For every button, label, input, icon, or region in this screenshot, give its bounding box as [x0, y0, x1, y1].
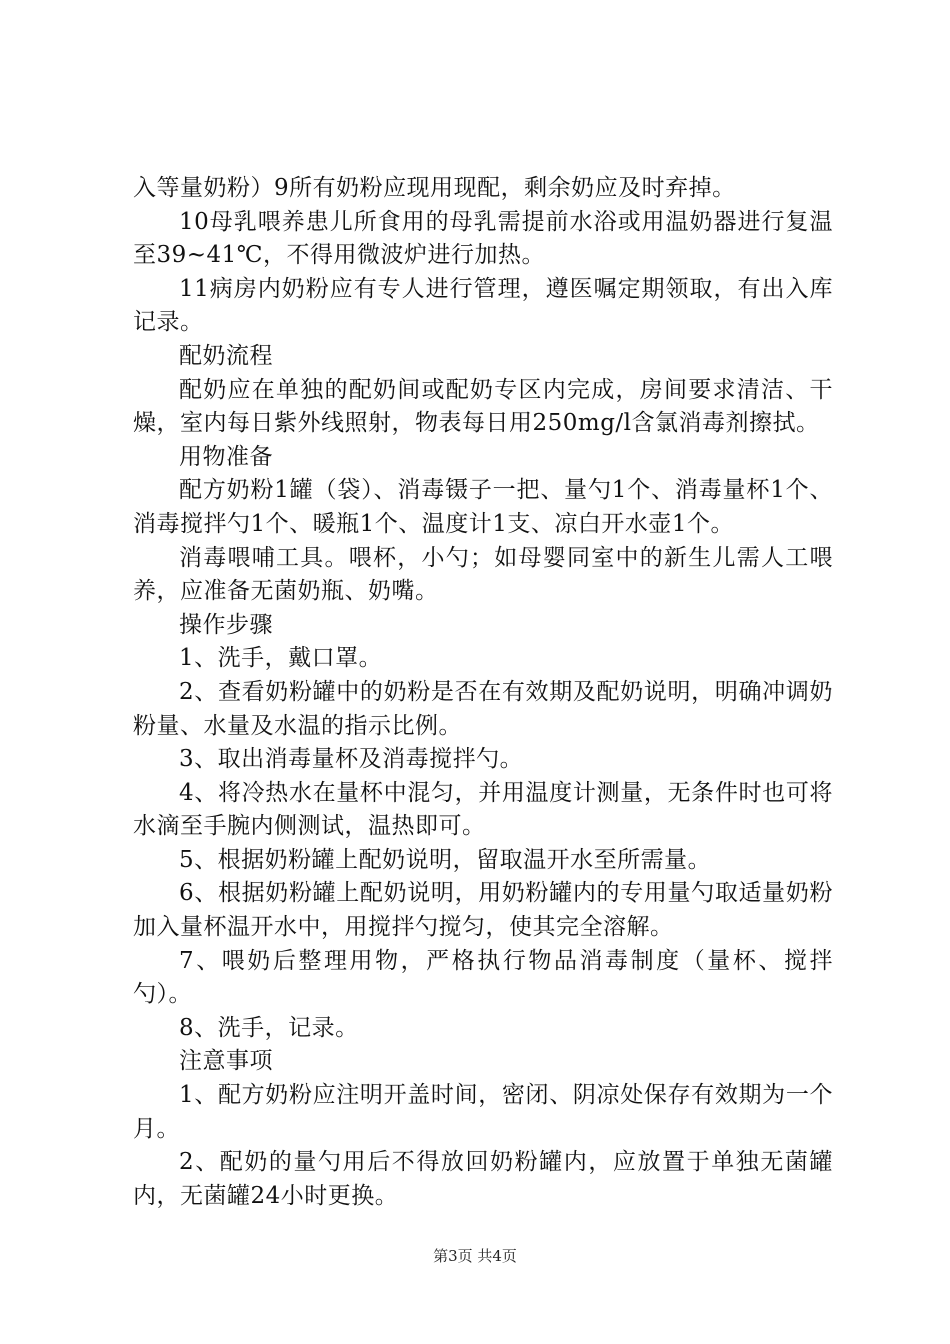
step-8: 8、洗手，记录。: [179, 1014, 359, 1041]
step-3: 3、取出消毒量杯及消毒搅拌勺。: [179, 746, 524, 773]
step-1: 1、洗手，戴口罩。: [179, 645, 383, 672]
step-6: 6、根据奶粉罐上配奶说明，用奶粉罐内的专用量勺取适量奶粉加入量杯温开水中，用搅拌勺搅匀，使其完全溶解。: [133, 880, 833, 941]
paragraph-supplies: 配方奶粉1罐（袋）、消毒镊子一把、量勺1个、消毒量杯1个、消毒搅拌勺1个、暖瓶1个、温度计1支、凉白开水壶1个。: [133, 477, 833, 537]
paragraph-continuation: 入等量奶粉）9所有奶粉应现用现配，剩余奶应及时弃掉。: [133, 175, 736, 201]
page-footer: [0, 1245, 950, 1266]
paragraph-item-10: 10母乳喂养患儿所食用的母乳需提前水浴或用温奶器进行复温至39~41℃，不得用微波炉进行加热。: [133, 208, 833, 269]
section-heading-procedure: 配奶流程: [179, 342, 273, 369]
note-1: 1、配方奶粉应注明开盖时间，密闭、阴凉处保存有效期为一个月。: [133, 1082, 833, 1142]
paragraph-feeding-tools: 消毒喂哺工具。喂杯，小勺；如母婴同室中的新生儿需人工喂养，应准备无菌奶瓶、奶嘴。: [133, 544, 833, 605]
section-heading-supplies: 用物准备: [179, 443, 273, 470]
section-heading-steps: 操作步骤: [179, 611, 273, 638]
document-body: [133, 172, 833, 1213]
note-2: 2、配奶的量勺用后不得放回奶粉罐内，应放置于单独无菌罐内，无菌罐24小时更换。: [133, 1149, 833, 1209]
paragraph-item-11: 11病房内奶粉应有专人进行管理，遵医嘱定期领取，有出入库记录。: [133, 275, 833, 336]
page-number-label: 第3页 共4页: [433, 1247, 517, 1265]
section-heading-notes: 注意事项: [179, 1048, 273, 1075]
step-5: 5、根据奶粉罐上配奶说明，留取温开水至所需量。: [179, 846, 712, 873]
paragraph-procedure: 配奶应在单独的配奶间或配奶专区内完成，房间要求清洁、干燥，室内每日紫外线照射，物表每日用250mg/l含氯消毒剂擦拭。: [133, 376, 833, 437]
step-7: 7、喂奶后整理用物，严格执行物品消毒制度（量杯、搅拌勺）。: [133, 947, 833, 1008]
step-4: 4、将冷热水在量杯中混匀，并用温度计测量，无条件时也可将水滴至手腕内侧测试，温热即可。: [133, 779, 833, 840]
step-2: 2、查看奶粉罐中的奶粉是否在有效期及配奶说明，明确冲调奶粉量、水量及水温的指示比例。: [133, 678, 833, 739]
